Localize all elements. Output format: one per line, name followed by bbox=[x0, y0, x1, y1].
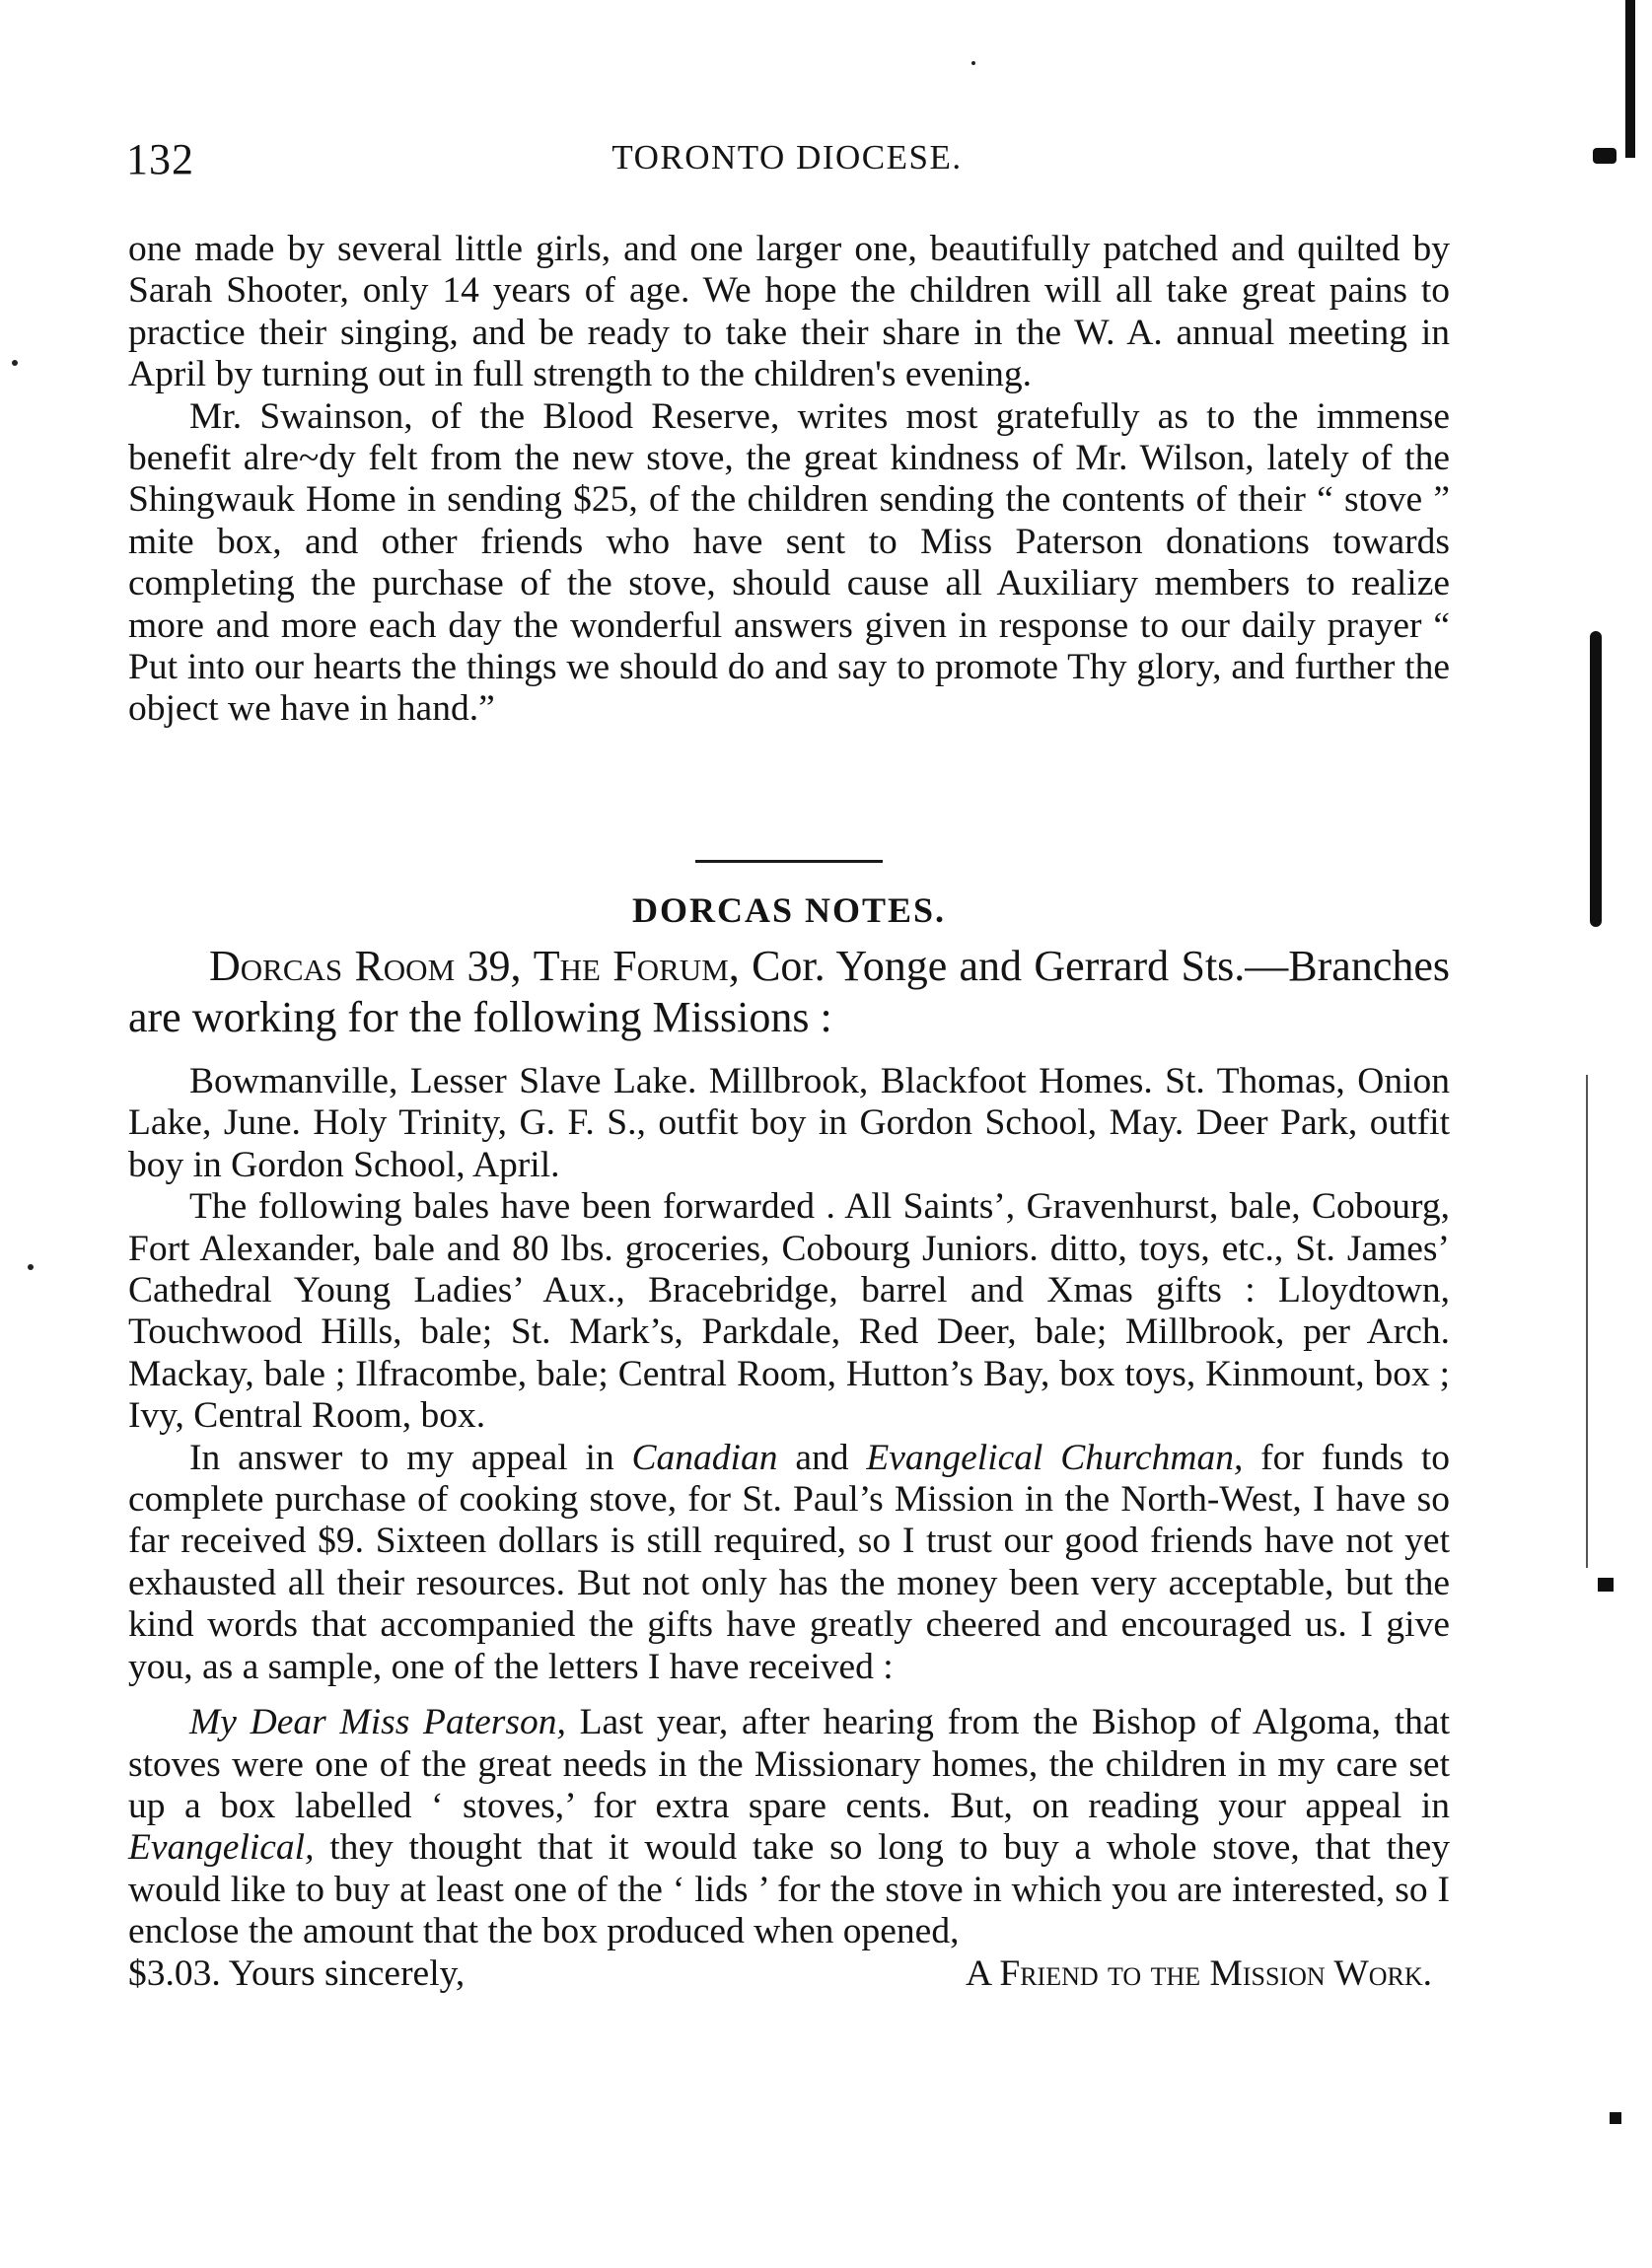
letter-body-1: Last year, after hearing from the Bishop of Algoma, that stoves were one of the great needs in the Missionary homes, the children in my care set up a box labelled ‘ stoves,’ for extra spare cents. But, on reading your appeal in bbox=[128, 1702, 1450, 1826]
letter-signoff bbox=[128, 1953, 1450, 1995]
section-title: DORCAS NOTES. bbox=[631, 890, 947, 930]
appeal-text-after: for funds to complete purchase of cooking stove, for St. Paul’s Mission in the North-West, I have so far received $9. Sixteen dollars is still required, so I trust our good friends have not yet exhausted all their resources. But not only has the money been very acceptable, but the kind words that accompanied the gifts have greatly cheered and encouraged us. I give you, as a sample, one of the letters I have received : bbox=[128, 1437, 1451, 1687]
top-text-block bbox=[128, 229, 1450, 731]
appeal-text-and: and bbox=[795, 1437, 849, 1478]
paragraph-bales: The following bales have been forwarded . All Saints’, Gravenhurst, bale, Cobourg, Fort Alexander, bale and 80 lbs. groceries, Cobourg Juniors. ditto, toys, etc., St. James’ Cathedral Young Ladies’ Aux., Bracebridge, barrel and Xmas gifts : Lloydtown, Touchwood Hills, bale; St. Mark’s, Parkdale, Red Deer, bale; Millbrook, per Arch. Mackay, bale ; Ilfracombe, bale; Central Room, Hutton’s Bay, box toys, Kinmount, box ; Ivy, Central Room, box. bbox=[128, 1186, 1450, 1437]
appeal-text-before: In answer to my appeal in bbox=[189, 1437, 614, 1478]
dorcas-lead-paragraph bbox=[128, 941, 1450, 1043]
scan-speck bbox=[28, 1264, 34, 1270]
paragraph-swainson: Mr. Swainson, of the Blood Reserve, writes most gratefully as to the immense benefit alre~dy felt from the new stove, the great kindness of Mr. Wilson, lately of the Shingwauk Home in sending $25, of the children sending the contents of their “ stove ” mite box, and other friends who have sent to Miss Paterson donations towards completing the purchase of the stove, should cause all Auxiliary members to realize more and more each day the wonderful answers given in response to our daily prayer “ Put into our hearts the things we should do and say to promote Thy glory, and further the object we have in hand.” bbox=[128, 395, 1450, 730]
letter-body-2: they thought that it would take so long to buy a whole stove, that they would like to buy at least one of the ‘ lids ’ for the stove in which you are interested, so I enclose the amount that the box produced when opened, bbox=[128, 1827, 1451, 1952]
scan-edge-mark bbox=[1625, 0, 1635, 158]
scan-edge-mark bbox=[1593, 148, 1616, 164]
room-number: 39, bbox=[467, 942, 522, 990]
section-divider bbox=[695, 860, 883, 863]
dorcas-notes-block bbox=[128, 941, 1450, 1995]
running-head: TORONTO DIOCESE. bbox=[611, 138, 963, 177]
dorcas-room-label: Dorcas Room bbox=[209, 942, 456, 990]
scan-edge-mark bbox=[1598, 1578, 1614, 1592]
dorcas-lead-rest: Cor. Yonge and Gerrard Sts.—Branches are working for the following Missions : bbox=[128, 942, 1450, 1041]
scan-speck bbox=[12, 360, 18, 366]
scan-speck bbox=[971, 61, 975, 65]
paragraph-quilts: one made by several little girls, and one larger one, beautifully patched and quilted by Sarah Shooter, only 14 years of age. We hope the children will all take great pains to practice their singing, and be ready to take their share in the W. A. annual meeting in April by turning out in full strength to the children's evening. bbox=[128, 229, 1450, 395]
letter-salutation: My Dear Miss Paterson, bbox=[189, 1702, 566, 1743]
paragraph-branches: Bowmanville, Lesser Slave Lake. Millbrook, Blackfoot Homes. St. Thomas, Onion Lake, June. Holy Trinity, G. F. S., outfit boy in Gordon School, May. Deer Park, outfit boy in Gordon School, April. bbox=[128, 1061, 1450, 1185]
page-header bbox=[126, 134, 1448, 183]
page-number: 132 bbox=[126, 135, 194, 183]
paragraph-appeal bbox=[128, 1438, 1450, 1688]
letter-closing: $3.03. Yours sincerely, bbox=[128, 1952, 466, 1994]
letter-signature: A Friend to the Mission Work. bbox=[965, 1952, 1432, 1994]
journal-evangelical-churchman: Evangelical Churchman, bbox=[866, 1437, 1244, 1478]
journal-evangelical: Evangelical, bbox=[128, 1827, 315, 1869]
forum-label: The Forum, bbox=[533, 942, 740, 990]
scan-edge-mark bbox=[1586, 1075, 1588, 1568]
scan-edge-mark bbox=[1590, 631, 1602, 927]
scan-edge-mark bbox=[1610, 2112, 1621, 2124]
journal-canadian: Canadian bbox=[631, 1437, 778, 1478]
paragraph-letter bbox=[128, 1702, 1450, 1952]
